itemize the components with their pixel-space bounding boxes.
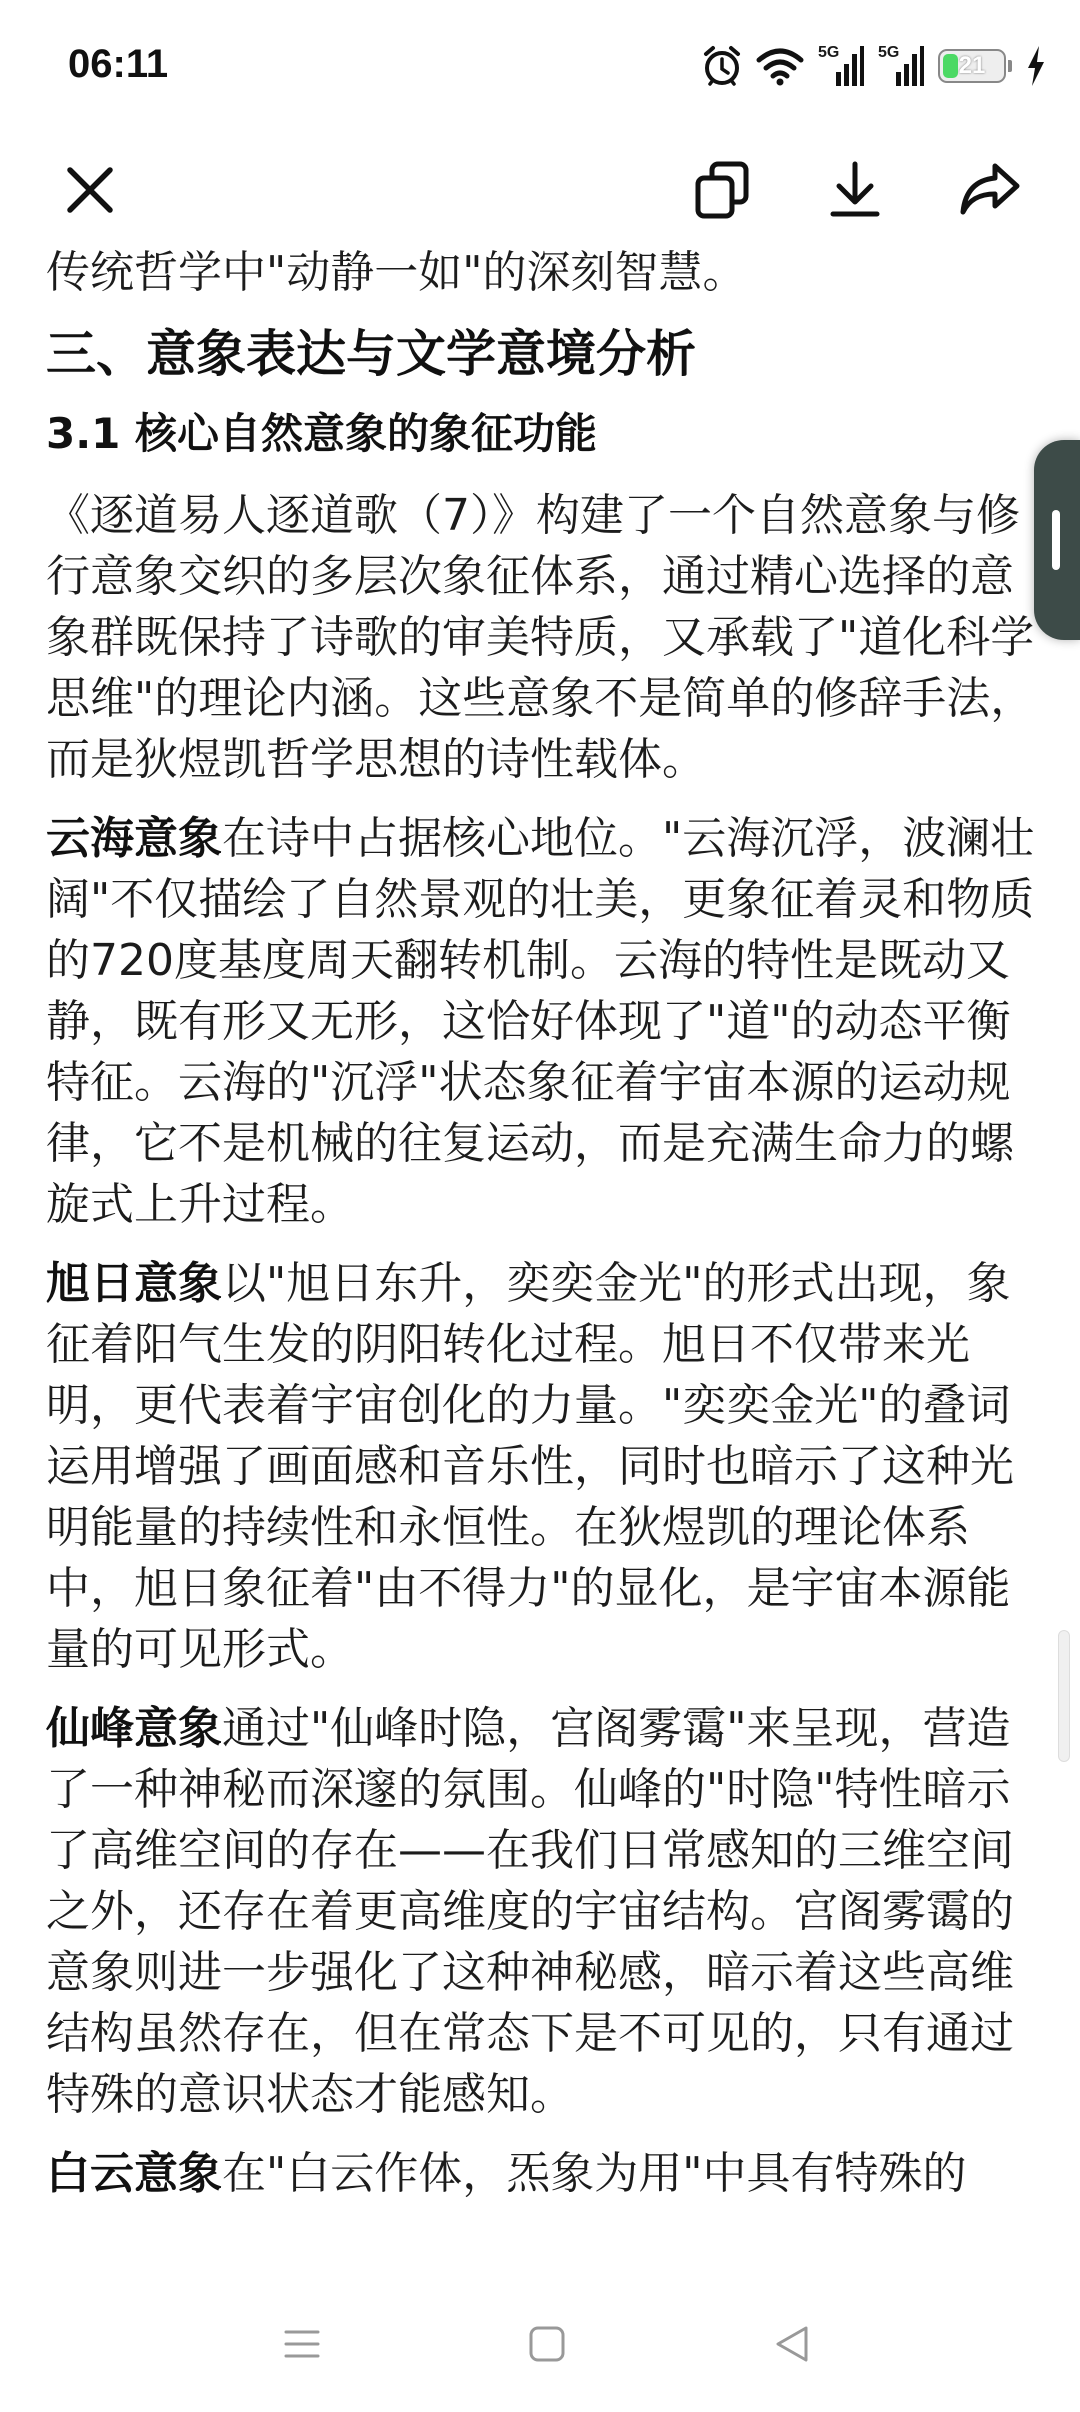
share-button[interactable] — [951, 150, 1031, 230]
recent-apps-button[interactable] — [267, 2314, 337, 2374]
paragraph-2 — [46, 808, 1036, 1235]
battery-tip — [1008, 60, 1012, 72]
paragraph-4 — [46, 1698, 1036, 2125]
battery-level: 21 — [958, 52, 986, 79]
system-nav-bar — [0, 2276, 1080, 2412]
paragraph-5 — [46, 2143, 1036, 2204]
subheading: 3.1 核心自然意象的象征功能 — [46, 409, 598, 458]
home-icon — [527, 2324, 567, 2364]
alarm-icon — [702, 44, 742, 88]
paragraph-3 — [46, 1253, 1036, 1680]
term-cloud-sea: 云海意象 — [46, 813, 222, 864]
charging-icon — [1026, 46, 1046, 86]
copy-icon — [692, 160, 752, 220]
paragraph-1: 《逐道易人逐道歌（7）》构建了一个自然意象与修行意象交织的多层次象征体系，通过精心选择的意象群既保持了诗歌的审美特质，又承载了"道化科学思维"的理论内涵。这些意象不是简单的修辞手法，而是狄煜凯哲学思想的诗性载体。 — [46, 490, 1035, 785]
side-drawer-handle[interactable] — [1034, 440, 1080, 640]
signal-icon-1 — [818, 44, 864, 88]
status-bar — [0, 0, 1080, 140]
copy-button[interactable] — [682, 150, 762, 230]
term-fairy-peak: 仙峰意象 — [46, 1703, 222, 1754]
home-button[interactable] — [512, 2314, 582, 2374]
article-content — [46, 236, 1036, 2276]
scrollbar-thumb[interactable] — [1058, 1630, 1070, 1762]
wifi-icon — [756, 46, 804, 86]
signal-2-label: 5G — [878, 44, 900, 61]
term-white-cloud: 白云意象 — [46, 2148, 222, 2199]
back-icon — [772, 2324, 812, 2364]
download-button[interactable] — [815, 150, 895, 230]
share-icon — [959, 160, 1023, 220]
signal-icon-2 — [878, 44, 924, 88]
paragraph-3-text: 以"旭日东升，奕奕金光"的形式出现，象征着阳气生发的阴阳转化过程。旭日不仅带来光明，更代表着宇宙创化的力量。"奕奕金光"的叠词运用增强了画面感和音乐性，同时也暗示了这种光明能量的持续性和永恒性。在狄煜凯的理论体系中，旭日象征着"由不得力"的显化，是宇宙本源能量的可见形式。 — [46, 1258, 1014, 1675]
paragraph-4-text: 通过"仙峰时隐，宫阁雾霭"来呈现，营造了一种神秘而深邃的氛围。仙峰的"时隐"特性暗示了高维空间的存在——在我们日常感知的三维空间之外，还存在着更高维度的宇宙结构。宫阁雾霭的意象则进一步强化了这种神秘感，暗示着这些高维结构虽然存在，但在常态下是不可见的，只有通过特殊的意识状态才能感知。 — [46, 1703, 1014, 2120]
term-rising-sun: 旭日意象 — [46, 1258, 222, 1309]
paragraph-5-text: 在"白云作体，炁象为用"中具有特殊的 — [222, 2148, 967, 2199]
side-handle-bar — [1052, 510, 1060, 570]
menu-icon — [282, 2324, 322, 2364]
intro-line: 传统哲学中"动静一如"的深刻智慧。 — [46, 247, 747, 298]
status-icons — [702, 42, 1046, 90]
paragraph-2-text: 在诗中占据核心地位。"云海沉浮，波澜壮阔"不仅描绘了自然景观的壮美，更象征着灵和物质的720度基度周天翻转机制。云海的特性是既动又静，既有形又无形，这恰好体现了"道"的动态平衡特征。云海的"沉浮"状态象征着宇宙本源的运动规律，它不是机械的往复运动，而是充满生命力的螺旋式上升过程。 — [46, 813, 1035, 1230]
close-icon — [62, 162, 118, 218]
status-time: 06:11 — [68, 42, 169, 86]
back-button[interactable] — [757, 2314, 827, 2374]
download-icon — [825, 160, 885, 220]
section-heading: 三、意象表达与文学意境分析 — [46, 325, 696, 383]
close-button[interactable] — [50, 150, 130, 230]
battery-icon — [938, 49, 1006, 83]
signal-1-label: 5G — [818, 44, 840, 61]
top-toolbar — [0, 140, 1080, 240]
